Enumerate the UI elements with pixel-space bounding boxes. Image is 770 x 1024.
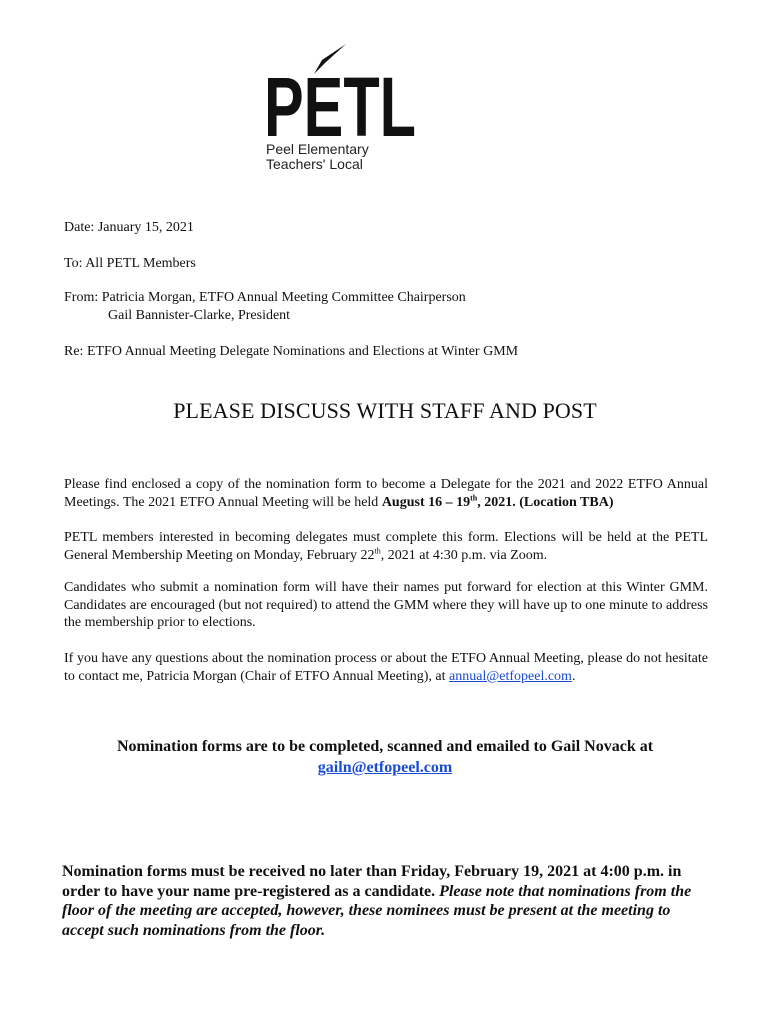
nomination-email-row [0,758,770,778]
page-title: PLEASE DISCUSS WITH STAFF AND POST [173,398,597,423]
gail-email-link[interactable]: gailn@etfopeel.com [317,759,453,776]
logo-acronym: PETL [264,60,416,140]
paragraph-intro [64,476,708,511]
petl-wordmark [262,40,422,140]
memo-date: Date: January 15, 2021 [64,220,194,235]
logo-tagline-1: Peel Elementary [266,141,369,157]
deadline-notice [62,862,702,940]
deadline-text: Nomination forms must be received no later than Friday, February 19, 2021 at 4:00 p.m. in order to have your name pre-registered as a candidate. [62,863,682,900]
floor-nominations-note: Please note that nominations from the floor of the meeting are accepted, however, these nominees must be present at the meeting to accept such nominations from the floor. [62,882,692,939]
memo-from-2: Gail Bannister-Clarke, President [108,308,291,323]
logo-tagline-2: Teachers' Local [266,156,363,172]
petl-logo [262,40,422,176]
intro-text: Please find enclosed a copy of the nomination form to become a Delegate for the 2021 and 2022 ETFO Annual Meetings. The 2021 ETFO Annual Meeting will be held [64,477,708,510]
meeting-dates: August 16 – 19th, 2021. (Location TBA) [381,492,614,510]
paragraph-elections: PETL members interested in becoming delegates must complete this form. Elections will be held at the PETL General Membership Meeting on Monday, February 22th, 2021 at 4:30 p.m. via Zoom. [64,530,708,563]
memo-re: Re: ETFO Annual Meeting Delegate Nominations and Elections at Winter GMM [64,344,519,359]
memo-to: To: All PETL Members [64,256,196,271]
paragraph-candidates: Candidates who submit a nomination form will have their names put forward for election at this Winter GMM. Candidates are encouraged (but not required) to attend the GMM where they will have up to one minute to address the membership prior to elections. [64,580,708,630]
paragraph-contact: If you have any questions about the nomination process or about the ETFO Annual Meeting, please do not hesitate to contact me, Patricia Morgan (Chair of ETFO Annual Meeting), at annual@etfopeel.com. [64,651,708,684]
nomination-instruction: Nomination forms are to be completed, scanned and emailed to Gail Novack at [116,738,654,755]
memo-from: From: Patricia Morgan, ETFO Annual Meeting Committee Chairperson [64,290,466,305]
annual-email-link[interactable]: annual@etfopeel.com [449,668,572,684]
